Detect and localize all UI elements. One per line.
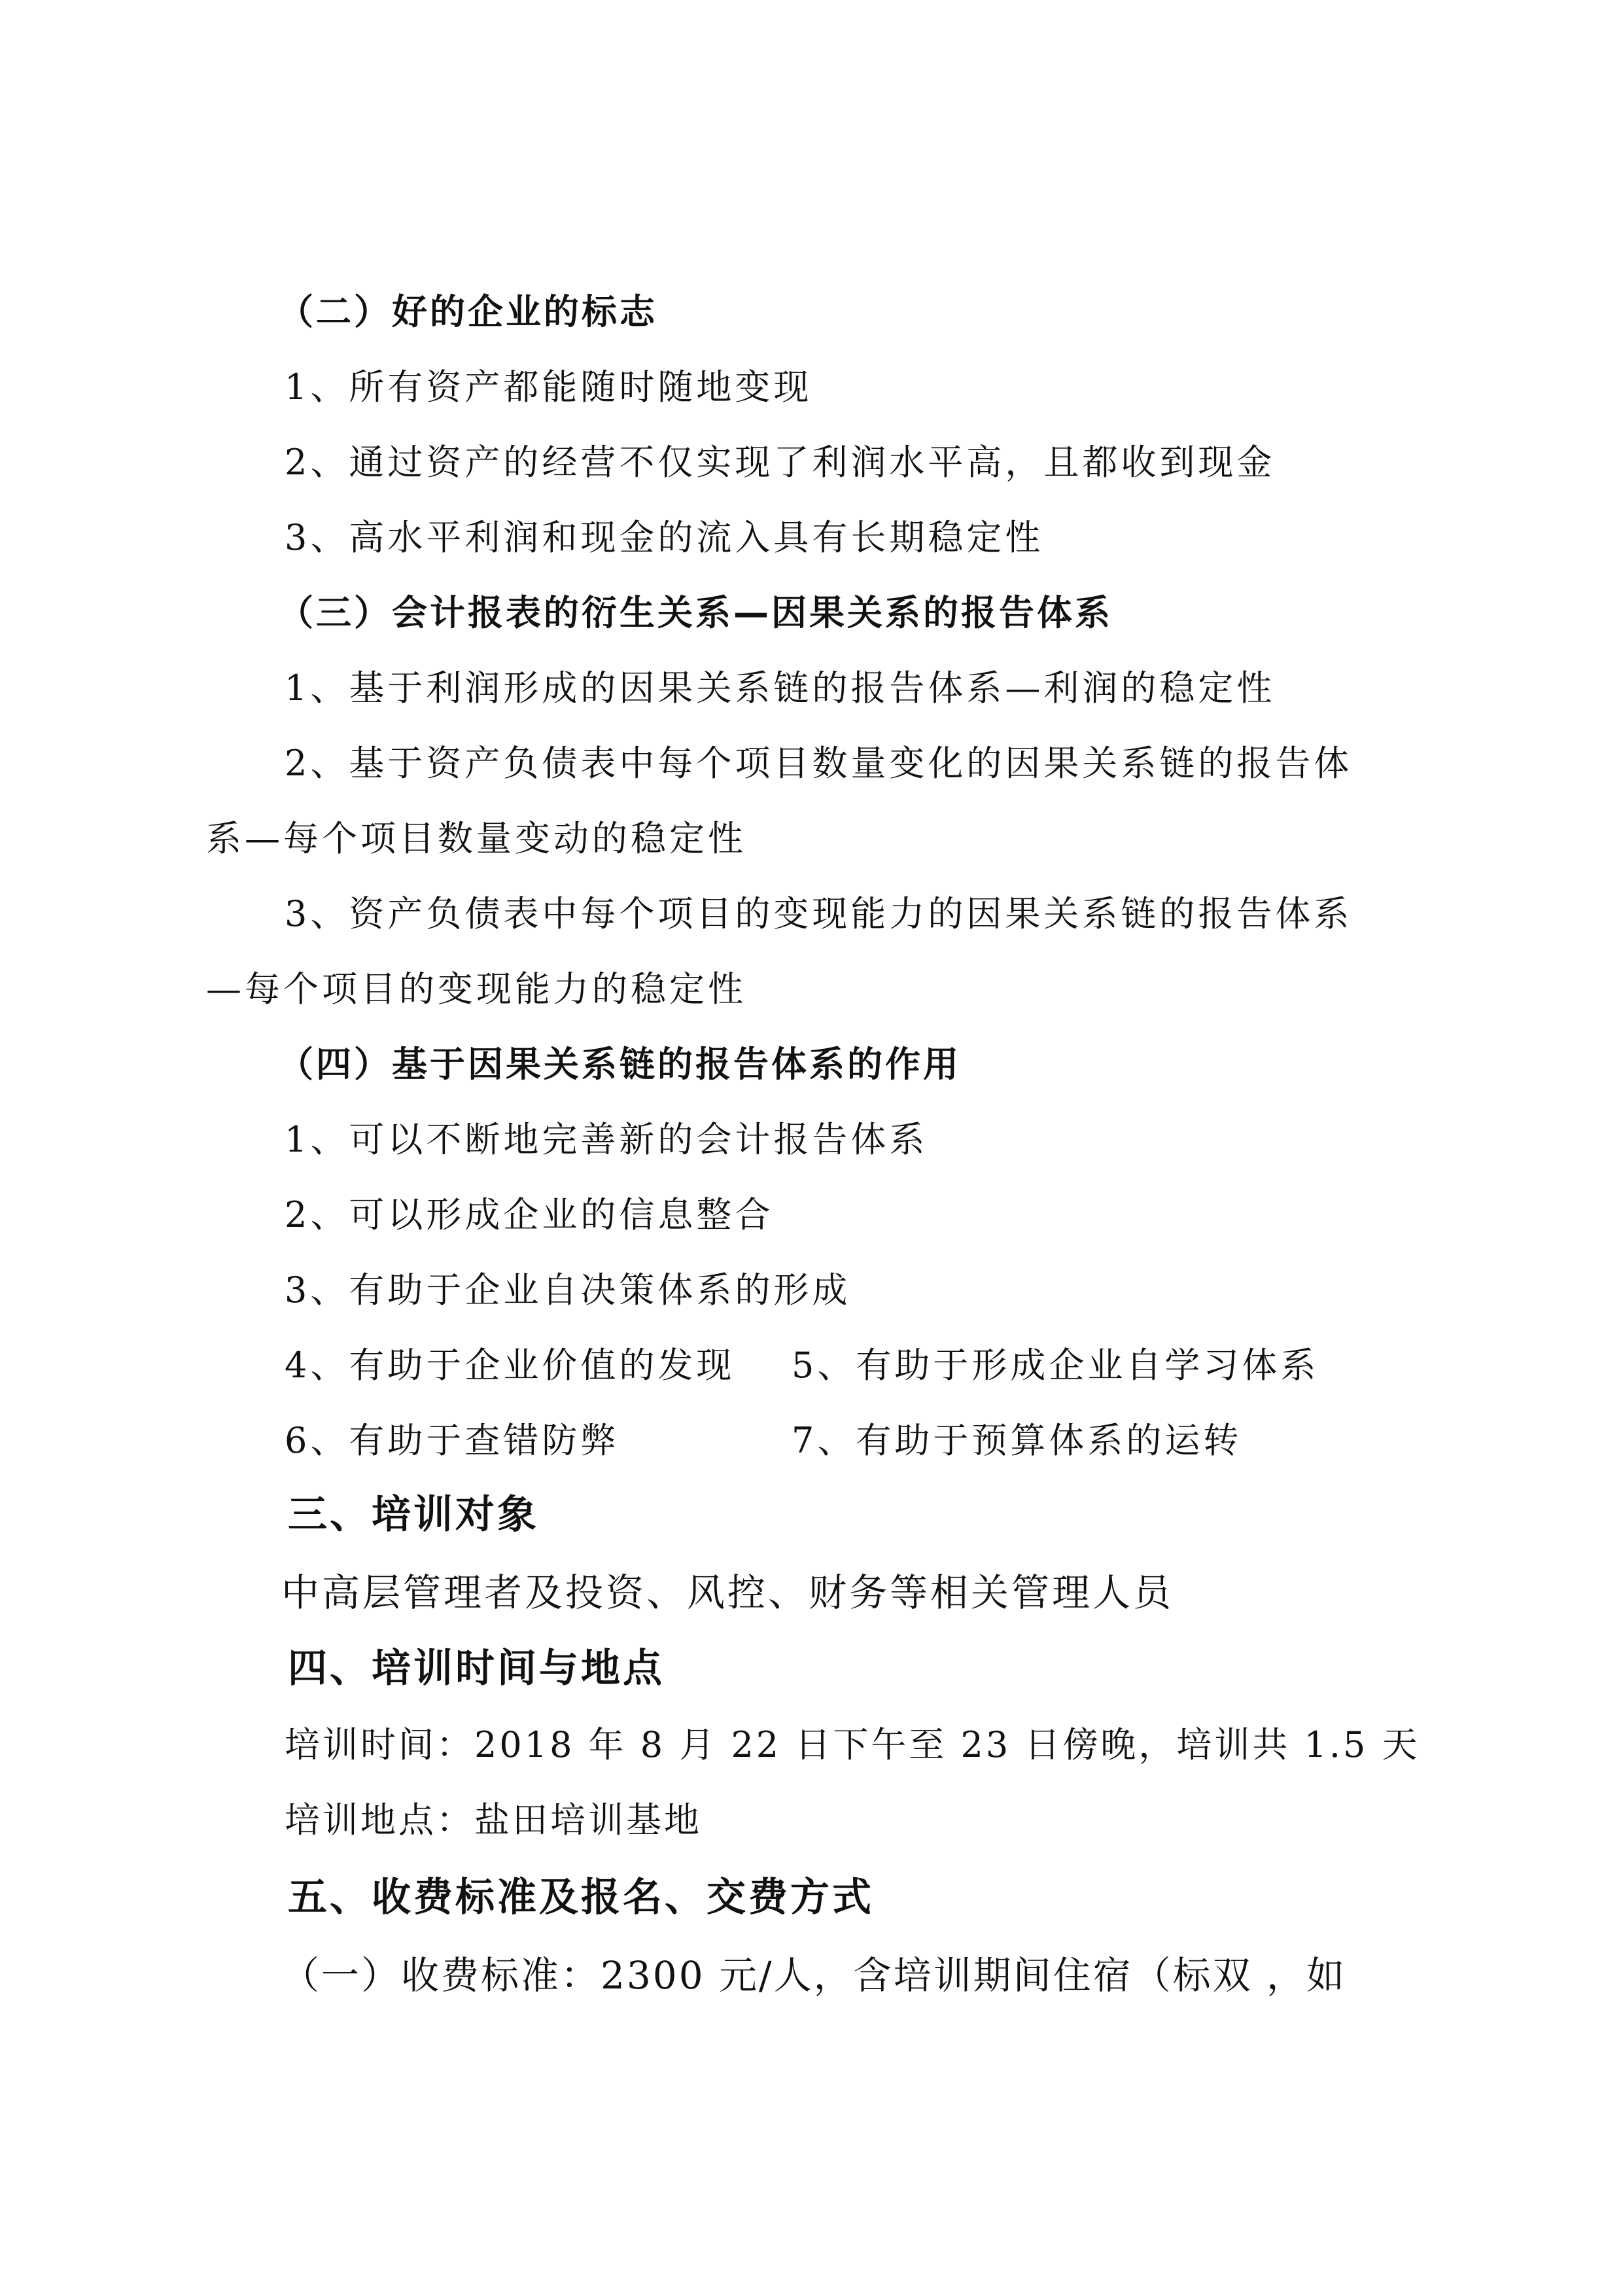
fee-standard: （一）收费标准：2300 元/人，含培训期间住宿（标双 ，如 bbox=[281, 1953, 1347, 1998]
list-item: 2、可以形成企业的信息整合 bbox=[285, 1194, 774, 1235]
list-item: 1、可以不断地完善新的会计报告体系 bbox=[285, 1119, 928, 1160]
list-item: 5、有助于形成企业自学习体系 bbox=[792, 1345, 1319, 1386]
list-item: 4、有助于企业价值的发现 bbox=[285, 1345, 735, 1386]
list-item: 2、基于资产负债表中每个项目数量变化的因果关系链的报告体 bbox=[285, 743, 1353, 784]
list-item: 3、有助于企业自决策体系的形成 bbox=[285, 1269, 851, 1311]
subheading-good-enterprise: （二）好的企业的标志 bbox=[278, 291, 657, 332]
audience-text: 中高层管理者及投资、风控、财务等相关管理人员 bbox=[281, 1570, 1174, 1615]
list-item-continuation: —每个项目的变现能力的稳定性 bbox=[206, 968, 746, 1010]
subheading-report-system-role: （四）基于因果关系链的报告体系的作用 bbox=[278, 1044, 961, 1085]
section-heading-training-audience: 三、培训对象 bbox=[288, 1492, 539, 1538]
list-item: 6、有助于查错防弊 bbox=[285, 1420, 620, 1461]
subheading-report-derivation: （三）会计报表的衍生关系—因果关系的报告体系 bbox=[278, 592, 1113, 633]
list-item-continuation: 系—每个项目数量变动的稳定性 bbox=[206, 818, 746, 859]
section-heading-time-place: 四、培训时间与地点 bbox=[288, 1646, 665, 1691]
list-item: 3、高水平利润和现金的流入具有长期稳定性 bbox=[285, 517, 1044, 558]
training-time: 培训时间：2018 年 8 月 22 日下午至 23 日傍晚，培训共 1.5 天 bbox=[285, 1724, 1420, 1765]
training-place: 培训地点：盐田培训基地 bbox=[285, 1799, 702, 1841]
list-item: 7、有助于预算体系的运转 bbox=[792, 1420, 1242, 1461]
list-item: 1、所有资产都能随时随地变现 bbox=[285, 366, 812, 408]
list-item: 3、资产负债表中每个项目的变现能力的因果关系链的报告体系 bbox=[285, 893, 1353, 934]
section-heading-fees-registration: 五、收费标准及报名、交费方式 bbox=[288, 1875, 874, 1920]
list-item: 1、基于利润形成的因果关系链的报告体系—利润的稳定性 bbox=[285, 667, 1276, 709]
list-item: 2、通过资产的经营不仅实现了利润水平高，且都收到现金 bbox=[285, 442, 1276, 483]
